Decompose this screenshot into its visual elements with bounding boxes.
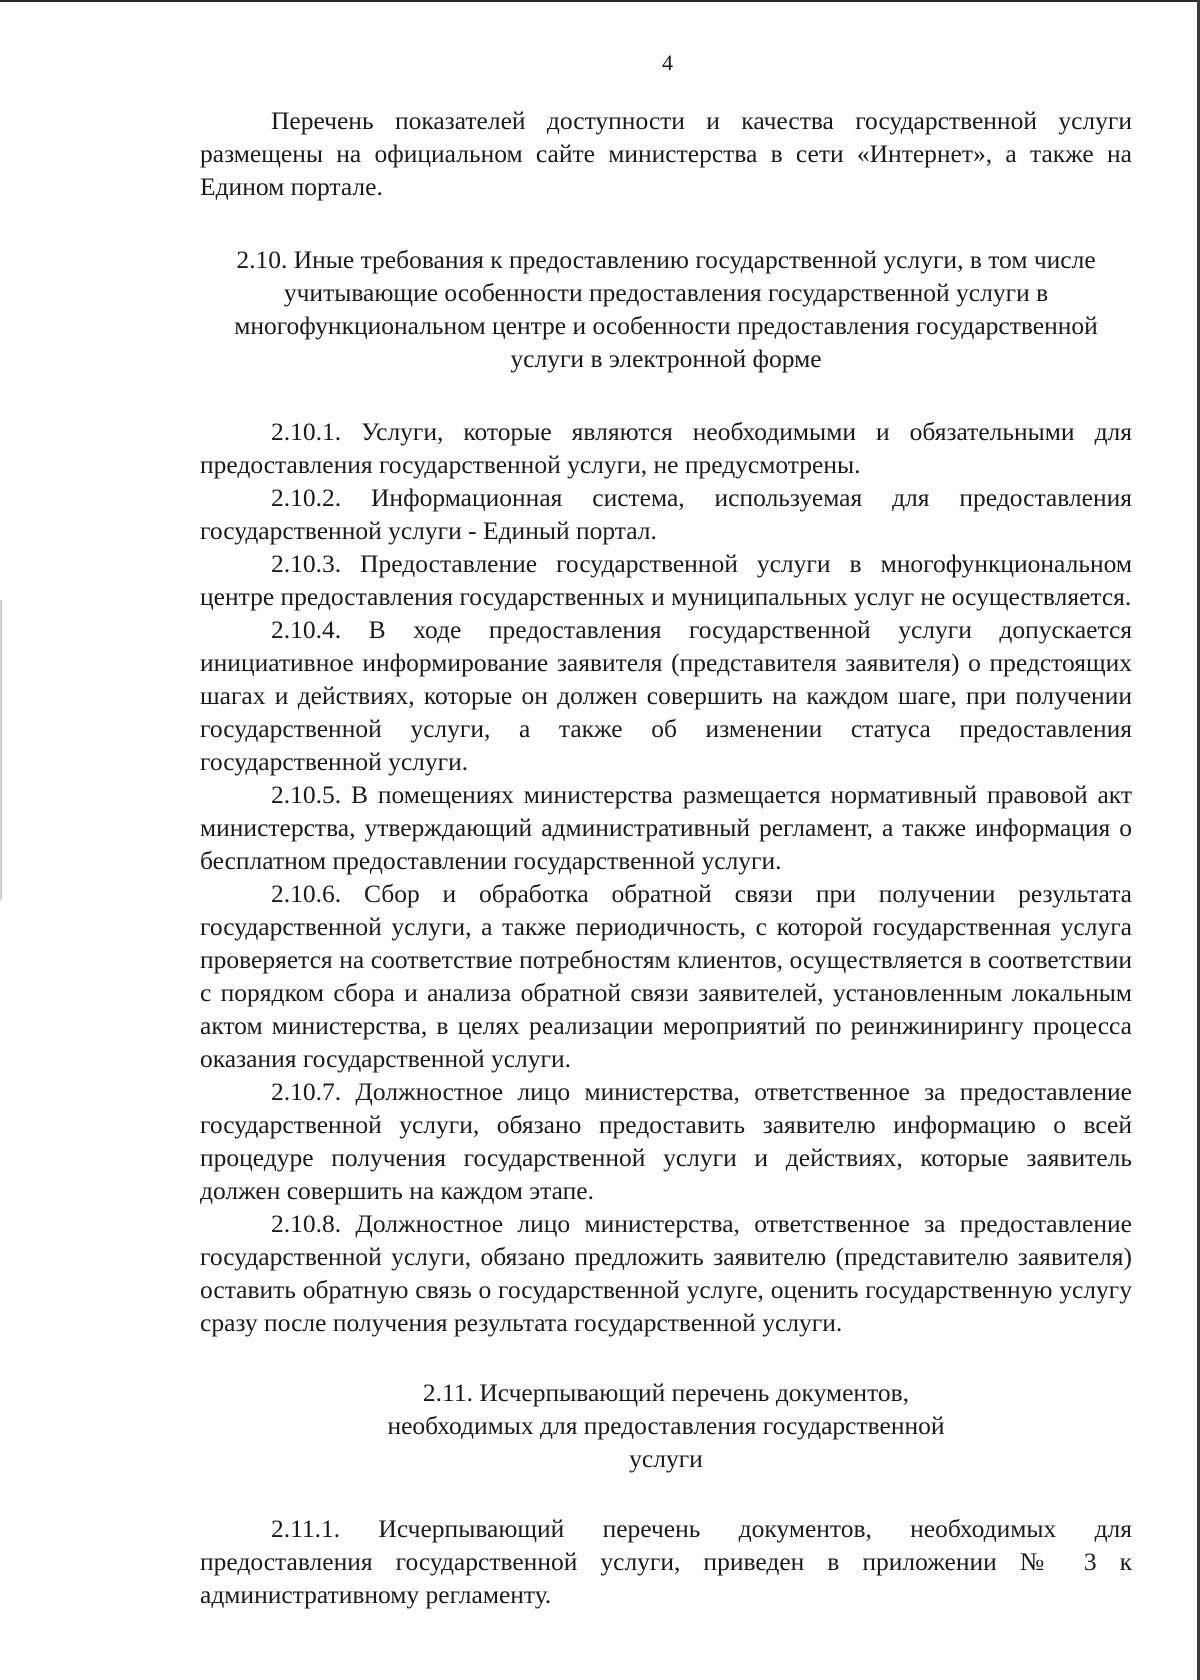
paragraph-2-10-6: 2.10.6. Сбор и обработка обратной связи при получении результата государственной услуги, а также периодичность, с которой государственная услуга проверяется на соответствие потребностям клиентов, осуществляется в соответствии с порядком сбора и анализа обратной связи заявителей, установленным локальным актом министерства, в целях реализации мероприятий по реинжинирингу процесса оказания государственной услуги. <box>200 879 1132 1073</box>
section-heading-2-10: 2.10. Иные требования к предоставлению государственной услуги, в том числе учитывающие особенности предоставления государственной услуги в многофункциональном центре и особенности предоставления государственной услуги в электронной форме <box>234 245 1098 373</box>
paragraph-2-10-4: 2.10.4. В ходе предоставления государственной услуги допускается инициативное информирование заявителя (представителя заявителя) о предстоящих шагах и действиях, которые он должен совершить на каждом шаге, при получении государственной услуги, а также об изменении статуса предоставления государственной услуги. <box>200 615 1132 776</box>
spacer <box>200 203 1132 243</box>
scan-edge-left <box>0 600 2 900</box>
paragraph-2-10-2: 2.10.2. Информационная система, используемая для предоставления государственной услуги - Единый портал. <box>200 483 1132 545</box>
document-body <box>200 104 1132 1611</box>
section-heading-2-11: 2.11. Исчерпывающий перечень документов, необходимых для предоставления государственной услуги <box>387 1378 945 1473</box>
paragraph-2-10-5: 2.10.5. В помещениях министерства размещается нормативный правовой акт министерства, утверждающий административный регламент, а также информация о бесплатном предоставлении государственной услуги. <box>200 780 1132 875</box>
paragraph-2-10-1: 2.10.1. Услуги, которые являются необходимыми и обязательными для предоставления государственной услуги, не предусмотрены. <box>200 417 1132 479</box>
paragraph-2-10-7: 2.10.7. Должностное лицо министерства, ответственное за предоставление государственной услуги, обязано предоставить заявителю информацию о всей процедуре получения государственной услуги и действиях, которые заявитель должен совершить на каждом этапе. <box>200 1077 1132 1205</box>
spacer <box>200 1339 1132 1376</box>
paragraph-2-11-1: 2.11.1. Исчерпывающий перечень документов, необходимых для предоставления государственной услуги, приведен в приложении № 3 к административному регламенту. <box>200 1514 1132 1609</box>
paragraph-2-10-8: 2.10.8. Должностное лицо министерства, ответственное за предоставление государственной услуги, обязано предложить заявителю (представителю заявителя) оставить обратную связь о государственной услуге, оценить государственную услугу сразу после получения результата государственной услуги. <box>200 1209 1132 1337</box>
spacer <box>200 1475 1132 1512</box>
intro-paragraph: Перечень показателей доступности и качества государственной услуги размещены на официальном сайте министерства в сети «Интернет», а также на Едином портале. <box>200 106 1132 201</box>
paragraph-2-10-3: 2.10.3. Предоставление государственной услуги в многофункциональном центре предоставления государственных и муниципальных услуг не осуществляется. <box>200 549 1132 611</box>
scan-edge-top <box>0 0 1200 2</box>
spacer <box>200 375 1132 415</box>
page-number: 4 <box>662 50 673 75</box>
